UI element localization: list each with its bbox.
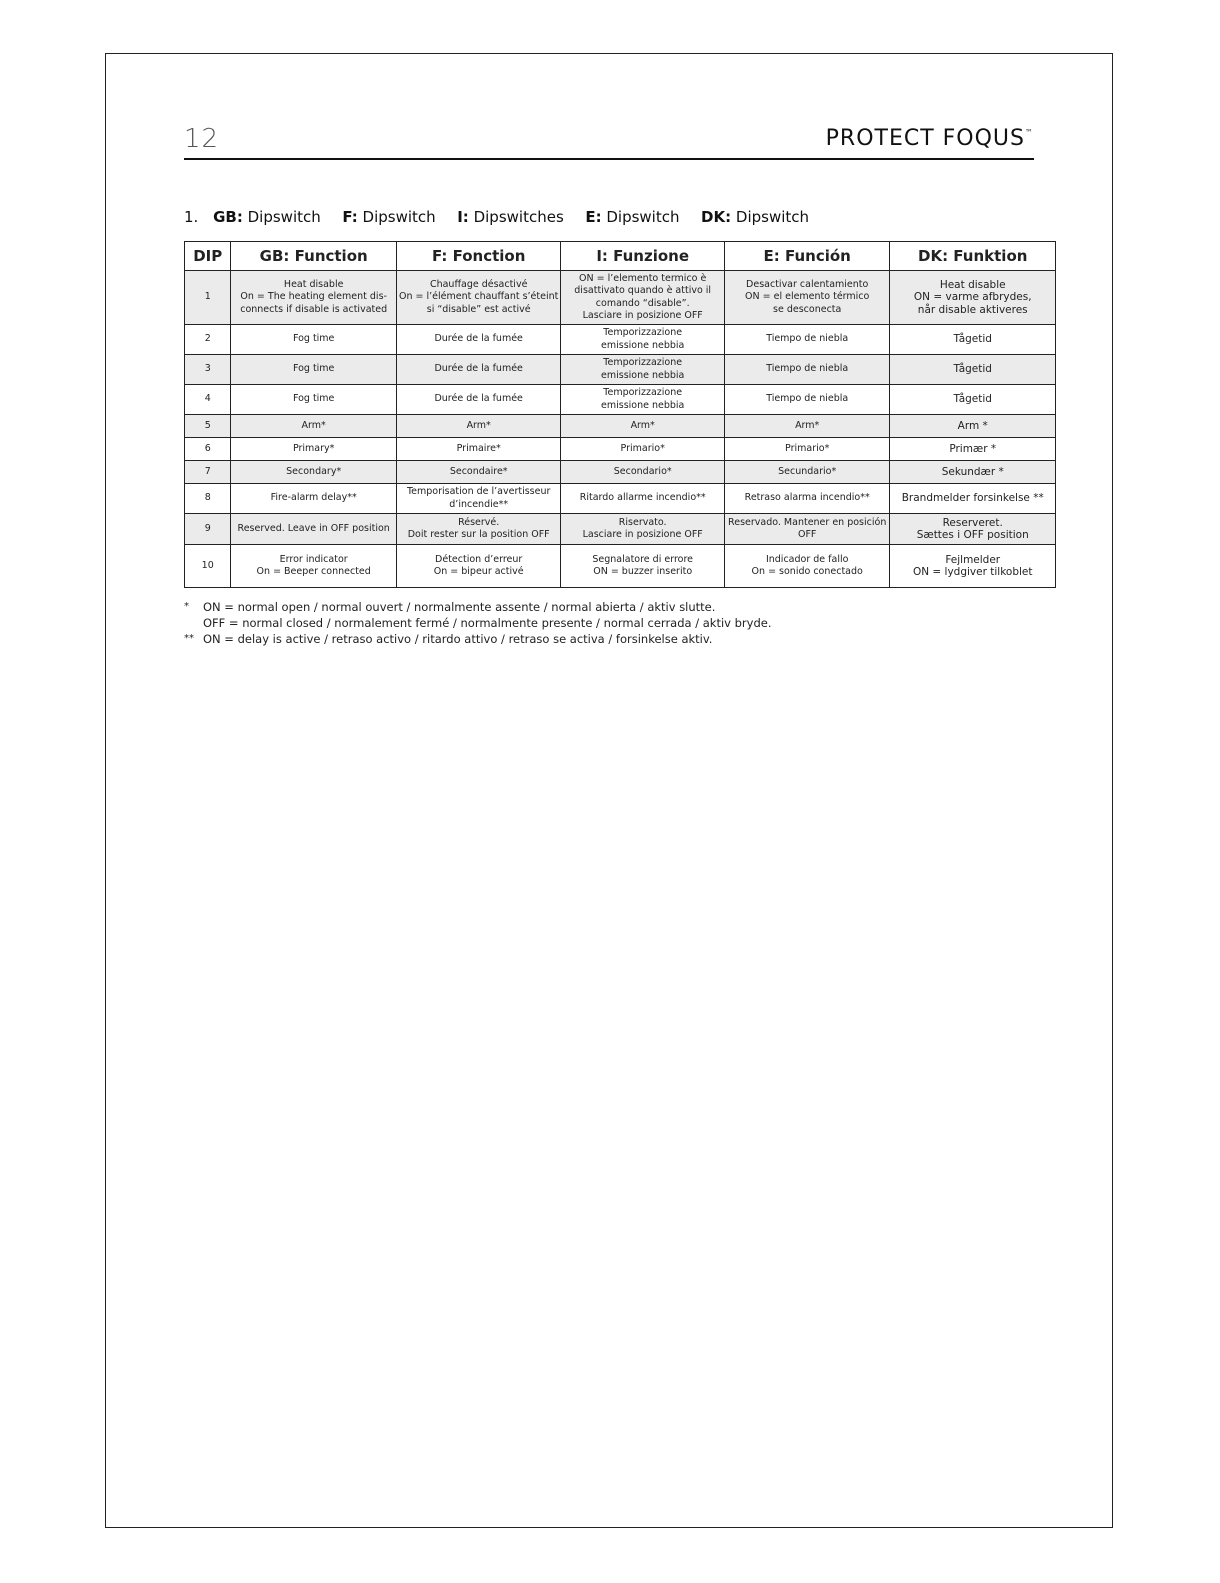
column-header-f: F: Fonction bbox=[396, 242, 561, 271]
cell-text: Brandmelder forsinkelse ** bbox=[901, 492, 1044, 505]
column-header-dk: DK: Funktion bbox=[890, 242, 1056, 271]
i-function-cell bbox=[561, 355, 725, 385]
dk-function-cell bbox=[890, 415, 1056, 438]
cell-text: Reserved. Leave in OFF position bbox=[237, 522, 390, 534]
cell-text: Primario* bbox=[620, 442, 665, 454]
e-function-cell bbox=[724, 514, 890, 545]
e-function-cell bbox=[724, 271, 890, 325]
cell-text: Temporisation de l’avertisseur d’incendie** bbox=[406, 486, 551, 510]
f-function-cell bbox=[396, 484, 561, 514]
f-function-cell bbox=[396, 355, 561, 385]
cell-text: Secondaire* bbox=[449, 465, 508, 477]
dk-function-cell bbox=[890, 461, 1056, 484]
section-number: 1. bbox=[184, 208, 199, 226]
gb-function-cell bbox=[231, 271, 397, 325]
f-function-cell bbox=[396, 385, 561, 415]
cell-text: Primary* bbox=[292, 442, 335, 454]
cell-text: Fejlmelder ON = lydgiver tilkoblet bbox=[912, 553, 1033, 578]
cell-text: Arm * bbox=[957, 419, 988, 432]
footnotes bbox=[184, 599, 772, 647]
cell-text: Durée de la fumée bbox=[434, 333, 523, 345]
column-header-dip: DIP bbox=[185, 242, 231, 271]
dip-number-cell: 4 bbox=[185, 385, 231, 415]
gb-function-cell bbox=[231, 461, 397, 484]
cell-text: Primaire* bbox=[456, 442, 501, 454]
cell-text: Heat disable ON = varme afbrydes, når disable aktiveres bbox=[913, 278, 1032, 316]
footnote-mark: * bbox=[184, 601, 189, 612]
cell-text: Fog time bbox=[292, 363, 335, 375]
cell-text: Tågetid bbox=[953, 333, 992, 346]
column-header-e: E: Función bbox=[724, 242, 890, 271]
dk-function-cell bbox=[890, 325, 1056, 355]
f-function-cell bbox=[396, 514, 561, 545]
dk-function-cell bbox=[890, 545, 1056, 588]
table-row bbox=[185, 415, 1056, 438]
footnote-text: OFF = normal closed / normalement fermé / normalmente presente / normal cerrada / aktiv bryde. bbox=[203, 616, 772, 630]
e-function-cell bbox=[724, 438, 890, 461]
cell-text: Arm* bbox=[630, 419, 655, 431]
i-function-cell bbox=[561, 484, 725, 514]
cell-text: Arm* bbox=[795, 419, 820, 431]
f-function-cell bbox=[396, 325, 561, 355]
cell-text: Desactivar calentamiento ON = el elemento térmico se desconecta bbox=[745, 278, 870, 315]
e-function-cell bbox=[724, 484, 890, 514]
table-row bbox=[185, 271, 1056, 325]
e-function-cell bbox=[724, 415, 890, 438]
cell-text: Primario* bbox=[785, 442, 830, 454]
cell-text: Tågetid bbox=[953, 363, 992, 376]
cell-text: Arm* bbox=[466, 419, 491, 431]
lang-label-i: Dipswitches bbox=[473, 208, 564, 226]
cell-text: Fog time bbox=[292, 333, 335, 345]
i-function-cell bbox=[561, 325, 725, 355]
cell-text: ON = l’elemento termico è disattivato quando è attivo il comando “disable”. Lasciare in posizione OFF bbox=[574, 272, 712, 321]
cell-text: Reservado. Mantener en posición OFF bbox=[728, 516, 887, 540]
lang-label-dk: Dipswitch bbox=[735, 208, 810, 226]
cell-text: Temporizzazione emissione nebbia bbox=[601, 327, 685, 351]
table-row bbox=[185, 325, 1056, 355]
gb-function-cell bbox=[231, 545, 397, 588]
table-row bbox=[185, 355, 1056, 385]
dk-function-cell bbox=[890, 355, 1056, 385]
table-row bbox=[185, 385, 1056, 415]
lang-label-e: Dipswitch bbox=[606, 208, 680, 226]
cell-text: Temporizzazione emissione nebbia bbox=[601, 387, 685, 411]
dip-number-cell: 10 bbox=[185, 545, 231, 588]
cell-text: Tiempo de niebla bbox=[766, 333, 849, 345]
i-function-cell bbox=[561, 271, 725, 325]
f-function-cell bbox=[396, 545, 561, 588]
table-row bbox=[185, 545, 1056, 588]
dipswitch-table bbox=[184, 241, 1056, 588]
footnote-mark bbox=[184, 615, 203, 631]
cell-text: Indicador de fallo On = sonido conectado bbox=[751, 553, 863, 577]
lang-code-i: I: bbox=[457, 208, 469, 226]
dk-function-cell bbox=[890, 271, 1056, 325]
gb-function-cell bbox=[231, 484, 397, 514]
lang-code-gb: GB: bbox=[213, 208, 243, 226]
dip-number-cell: 9 bbox=[185, 514, 231, 545]
f-function-cell bbox=[396, 271, 561, 325]
cell-text: Riservato. Lasciare in posizione OFF bbox=[582, 516, 703, 540]
brand-logo bbox=[826, 126, 1034, 151]
cell-text: Arm* bbox=[301, 419, 326, 431]
e-function-cell bbox=[724, 385, 890, 415]
section-title bbox=[184, 208, 809, 226]
column-header-i: I: Funzione bbox=[561, 242, 725, 271]
dip-number-cell: 1 bbox=[185, 271, 231, 325]
gb-function-cell bbox=[231, 514, 397, 545]
cell-text: Détection d’erreur On = bipeur activé bbox=[433, 553, 524, 577]
gb-function-cell bbox=[231, 438, 397, 461]
dip-number-cell: 8 bbox=[185, 484, 231, 514]
i-function-cell bbox=[561, 438, 725, 461]
cell-text: Fire-alarm delay** bbox=[270, 492, 357, 504]
footnote-mark: ** bbox=[184, 633, 194, 644]
column-header-gb: GB: Function bbox=[231, 242, 397, 271]
lang-code-dk: DK: bbox=[701, 208, 732, 226]
cell-text: Secondary* bbox=[286, 465, 342, 477]
dk-function-cell bbox=[890, 514, 1056, 545]
i-function-cell bbox=[561, 461, 725, 484]
cell-text: Primær * bbox=[949, 442, 997, 455]
cell-text: Chauffage désactivé On = l’élément chauffant s’éteint si “disable” est activé bbox=[399, 278, 559, 315]
page-number: 12 bbox=[184, 124, 220, 154]
dip-number-cell: 5 bbox=[185, 415, 231, 438]
e-function-cell bbox=[724, 545, 890, 588]
cell-text: Retraso alarma incendio** bbox=[744, 492, 870, 504]
cell-text: Réservé. Doit rester sur la position OFF bbox=[407, 516, 550, 540]
footnote-text: ON = normal open / normal ouvert / normalmente assente / normal abierta / aktiv slutte. bbox=[203, 600, 716, 614]
i-function-cell bbox=[561, 514, 725, 545]
table-row bbox=[185, 514, 1056, 545]
gb-function-cell bbox=[231, 325, 397, 355]
cell-text: Tiempo de niebla bbox=[766, 363, 849, 375]
e-function-cell bbox=[724, 325, 890, 355]
gb-function-cell bbox=[231, 385, 397, 415]
e-function-cell bbox=[724, 355, 890, 385]
dip-number-cell: 3 bbox=[185, 355, 231, 385]
i-function-cell bbox=[561, 545, 725, 588]
cell-text: Fog time bbox=[292, 393, 335, 405]
i-function-cell bbox=[561, 385, 725, 415]
dk-function-cell bbox=[890, 484, 1056, 514]
footnote bbox=[184, 599, 772, 615]
lang-label-gb: Dipswitch bbox=[247, 208, 321, 226]
cell-text: Ritardo allarme incendio** bbox=[579, 492, 706, 504]
footnote bbox=[184, 631, 772, 647]
cell-text: Secundario* bbox=[778, 465, 837, 477]
cell-text: Sekundær * bbox=[941, 465, 1004, 478]
dip-number-cell: 2 bbox=[185, 325, 231, 355]
lang-label-f: Dipswitch bbox=[362, 208, 436, 226]
i-function-cell bbox=[561, 415, 725, 438]
table-header-row bbox=[185, 242, 1056, 271]
table-row bbox=[185, 461, 1056, 484]
cell-text: Segnalatore di errore ON = buzzer inserito bbox=[592, 553, 693, 577]
cell-text: Tågetid bbox=[953, 393, 992, 406]
brand-name: PROTECT FOQUS bbox=[825, 126, 1025, 151]
gb-function-cell bbox=[231, 355, 397, 385]
lang-code-f: F: bbox=[342, 208, 358, 226]
cell-text: Tiempo de niebla bbox=[766, 393, 849, 405]
lang-code-e: E: bbox=[585, 208, 602, 226]
gb-function-cell bbox=[231, 415, 397, 438]
cell-text: Error indicator On = Beeper connected bbox=[256, 553, 371, 577]
f-function-cell bbox=[396, 415, 561, 438]
footnote-text: ON = delay is active / retraso activo / ritardo attivo / retraso se activa / forsinkelse aktiv. bbox=[203, 632, 713, 646]
cell-text: Durée de la fumée bbox=[434, 363, 523, 375]
cell-text: Reserveret. Sættes i OFF position bbox=[916, 516, 1029, 541]
dk-function-cell bbox=[890, 438, 1056, 461]
cell-text: Heat disable On = The heating element dis- connects if disable is activated bbox=[240, 278, 388, 315]
dip-number-cell: 7 bbox=[185, 461, 231, 484]
trademark-symbol: ™ bbox=[1025, 128, 1034, 137]
dk-function-cell bbox=[890, 385, 1056, 415]
cell-text: Secondario* bbox=[613, 465, 672, 477]
header-rule bbox=[184, 158, 1034, 160]
f-function-cell bbox=[396, 461, 561, 484]
cell-text: Durée de la fumée bbox=[434, 393, 523, 405]
table-row bbox=[185, 484, 1056, 514]
footnote bbox=[184, 615, 772, 631]
f-function-cell bbox=[396, 438, 561, 461]
cell-text: Temporizzazione emissione nebbia bbox=[601, 357, 685, 381]
e-function-cell bbox=[724, 461, 890, 484]
table-row bbox=[185, 438, 1056, 461]
dip-number-cell: 6 bbox=[185, 438, 231, 461]
